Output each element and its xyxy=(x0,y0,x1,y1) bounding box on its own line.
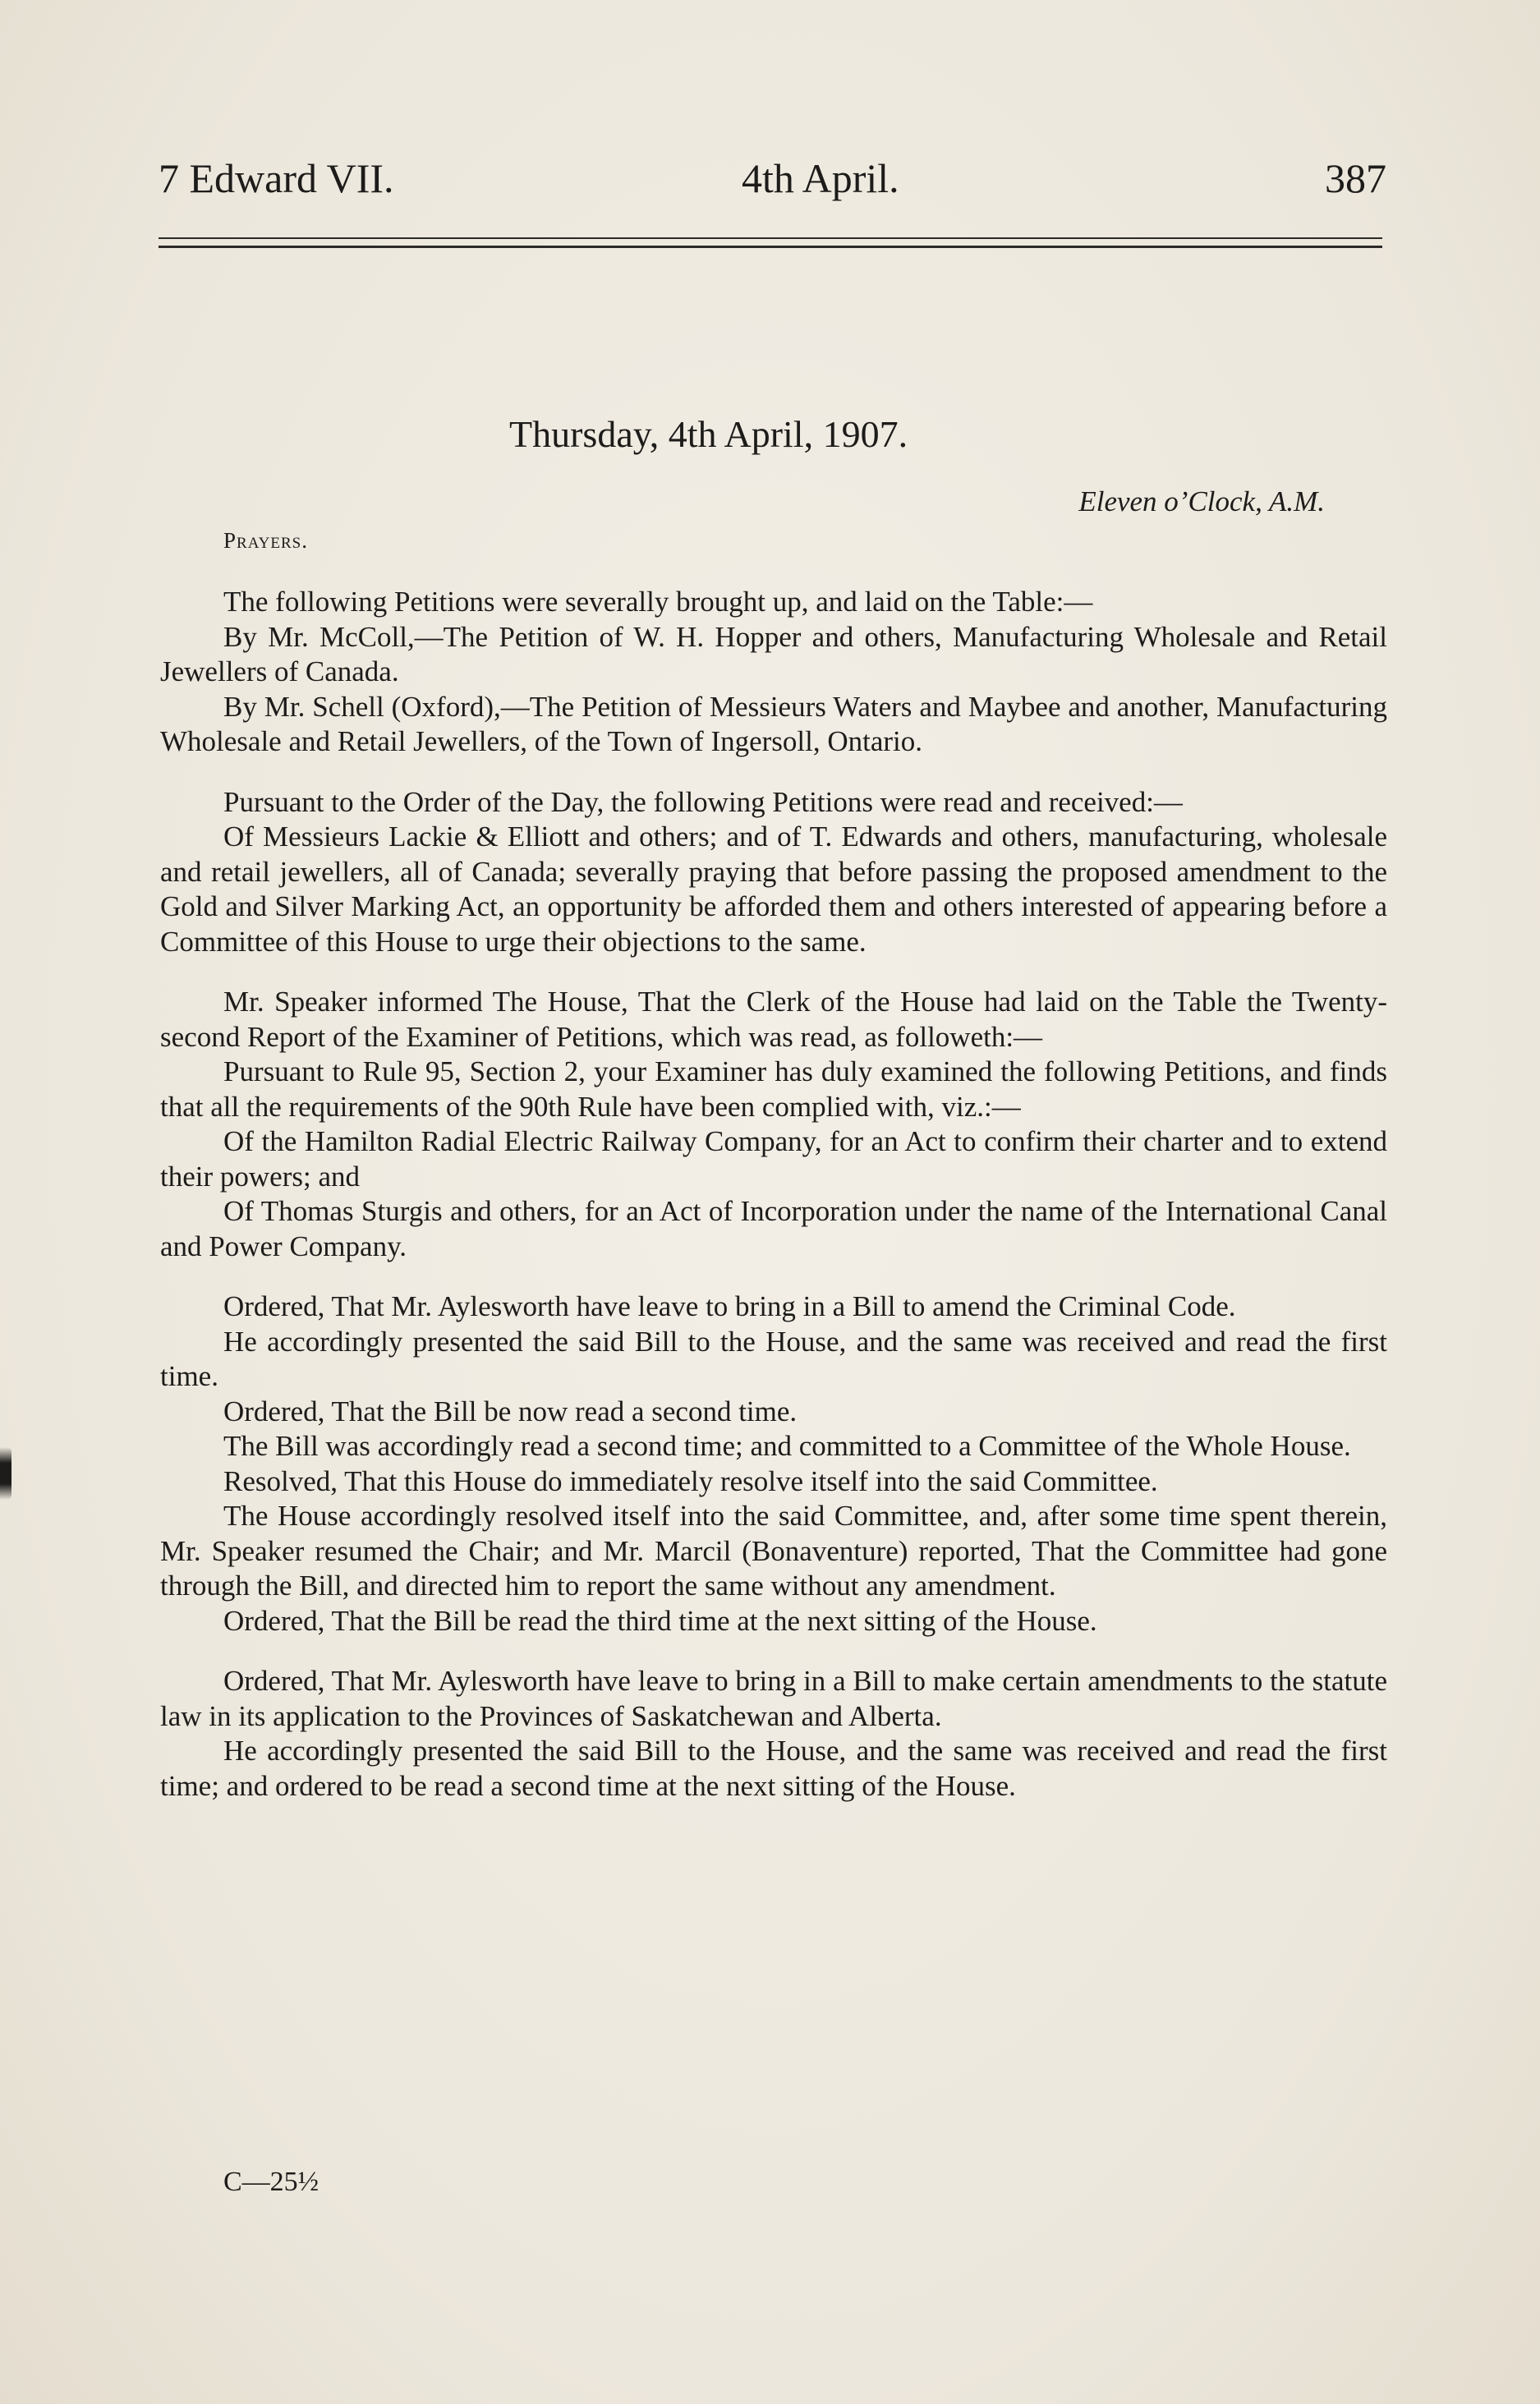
paragraph: By Mr. Schell (Oxford),—The Petition of Messieurs Waters and Maybee and another, Manufacturing Wholesale and Retail Jewellers, of the Town of Ingersoll, Ontario. xyxy=(160,690,1387,757)
sitting-date-title: Thursday, 4th April, 1907. xyxy=(509,413,908,455)
header-date: 4th April. xyxy=(742,155,899,201)
paragraph: Ordered, That the Bill be read the third time at the next sitting of the House. xyxy=(223,1604,1097,1637)
paragraph: He accordingly presented the said Bill to the House, and the same was received and read the first time; and ordered to be read a second time at the next sitting of the House. xyxy=(160,1735,1387,1802)
paragraph: Ordered, That the Bill be now read a second time. xyxy=(223,1395,798,1427)
paragraph: Pursuant to the Order of the Day, the following Petitions were read and received:— xyxy=(223,785,1183,818)
binding-mark xyxy=(0,1447,11,1500)
paragraph: The Bill was accordingly read a second time; and committed to a Committee of the Whole House. xyxy=(223,1430,1351,1462)
paragraph: Resolved, That this House do immediately resolve itself into the said Committee. xyxy=(223,1464,1158,1497)
paragraph: The following Petitions were severally brought up, and laid on the Table:— xyxy=(223,586,1093,618)
header-rule-thick xyxy=(159,246,1382,248)
paragraph: Of Messieurs Lackie & Elliott and others; and of T. Edwards and others, manufacturing, wholesale and retail jewellers, all of Canada; severally praying that before passing the proposed amendment to the Gold and Silver Marking Act, an opportunity be afforded them and others interested of appearing before a Committee of this House to urge their objections to the same. xyxy=(160,820,1387,958)
paragraph: The House accordingly resolved itself into the said Committee, and, after some time spent therein, Mr. Speaker resumed the Chair; and Mr. Marcil (Bonaventure) reported, That the Committee had gone through the Bill, and directed him to report the same without any amendment. xyxy=(160,1500,1387,1602)
journal-body xyxy=(160,585,1387,1804)
paragraph: Mr. Speaker informed The House, That the Clerk of the House had laid on the Table the Twenty-second Report of the Examiner of Petitions, which was read, as followeth:— xyxy=(160,986,1387,1053)
paragraph: Of the Hamilton Radial Electric Railway Company, for an Act to confirm their charter and to extend their powers; and xyxy=(160,1125,1387,1193)
paragraph: He accordingly presented the said Bill to the House, and the same was received and read the first time. xyxy=(160,1325,1387,1392)
paragraph: By Mr. McColl,—The Petition of W. H. Hopper and others, Manufacturing Wholesale and Retail Jewellers of Canada. xyxy=(160,620,1387,687)
paragraph: Of Thomas Sturgis and others, for an Act of Incorporation under the name of the International Canal and Power Company. xyxy=(160,1195,1387,1262)
header-regnal-year: 7 Edward VII. xyxy=(159,155,394,201)
signature-mark: C—25½ xyxy=(223,2167,319,2197)
prayers-heading: Prayers. xyxy=(223,528,308,553)
paragraph: Ordered, That Mr. Aylesworth have leave to bring in a Bill to make certain amendments to the statute law in its application to the Provinces of Saskatchewan and Alberta. xyxy=(160,1665,1387,1732)
header-rule-thin xyxy=(159,237,1382,239)
running-header xyxy=(159,154,1386,204)
paragraph: Pursuant to Rule 95, Section 2, your Examiner has duly examined the following Petitions, and finds that all the requirements of the 90th Rule have been complied with, viz.:— xyxy=(160,1055,1387,1123)
page-number: 387 xyxy=(1325,155,1386,201)
sitting-time: Eleven o’Clock, A.M. xyxy=(1078,485,1325,517)
paragraph: Ordered, That Mr. Aylesworth have leave to bring in a Bill to amend the Criminal Code. xyxy=(223,1290,1236,1322)
